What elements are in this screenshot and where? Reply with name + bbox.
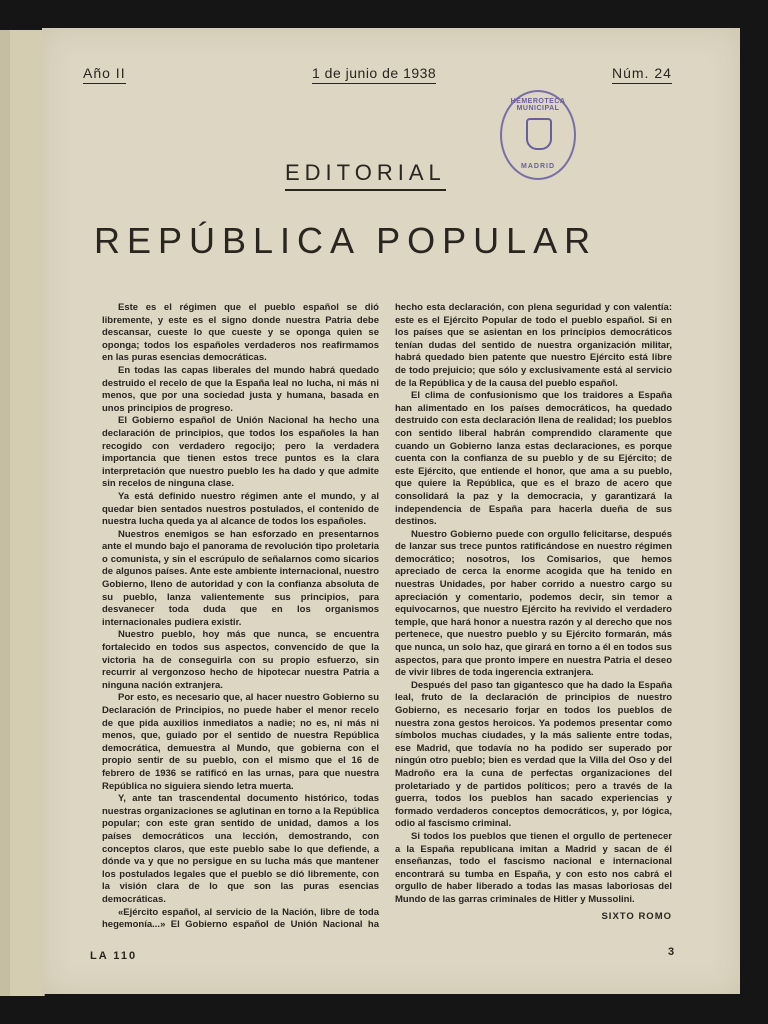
paragraph: Si todos los pueblos que tienen el orgullo de pertenecer a la España republicana imitan a Madrid y sacan de él enseñanzas, todo el fascismo nacional e internacional encontrará su tumba en España, y con esto nos cabrá el orgullo de haber liberado a todas las masas laboriosas del Mundo de las garras criminales de Hitler y Mussolini.	[395, 830, 672, 905]
library-stamp	[500, 90, 576, 180]
paragraph: Nuestros enemigos se han esforzado en presentarnos ante el mundo bajo el panorama de revolución tipo proletaria o comunista, y sin el escrúpulo de señalarnos como sicarios de algunos países. Ante este ambiente internacional, nuestro Gobierno, lleno de autoridad y con la confianza absoluta de su pueblo, lanza valientemente sus principios, para desvanecer toda duda que en los organismos internacionales pudiera existir.	[102, 528, 379, 628]
paragraph: Y, ante tan trascendental documento histórico, todas nuestras organizaciones se aglutinan en torno a la República popular; con este gran sentido de unidad, damos a los países democráticos una lección, demostrando, con conceptos claros, que este pueblo sabe lo que defiende, a dónde va y que no persigue en su lucha más que mantener los postulados legales que el pueblo se dió libremente, con la visión clara de lo que son las puras esencias democráticas.	[102, 793, 379, 905]
paragraph: Ya está definido nuestro régimen ante el mundo, y al quedar bien sentados nuestros postulados, el contenido de nuestra lucha queda ya al alcance de todos los españoles.	[102, 490, 379, 528]
article-title: REPÚBLICA POPULAR	[94, 220, 598, 261]
paragraph: El clima de confusionismo que los traidores a España han alimentado en los países democráticos, ha quedado destruido con esta declaración llena de realidad; los pueblos con sentido liberal habrán comprendido claramente que cuando un Gobierno lanza estas declaraciones, es porque cuenta con la confianza de su pueblo y de su Ejército; de este Ejército, que entiende el honor, que ama a su pueblo, que quiere la República, que es el brazo de acero que consolidará la paz y la democracia, y garantizará la independencia de España para hacerla dueña de sus destinos.	[395, 390, 672, 528]
article-body	[102, 302, 672, 932]
stamp-bottom-text: MADRID	[521, 163, 555, 170]
issue-date: 1 de junio de 1938	[312, 65, 436, 84]
paragraph: En todas las capas liberales del mundo habrá quedado destruido el recelo de que la España leal no lucha, ni más ni menos, que por una sociedad justa y humana, basada en unos principios de progreso.	[102, 364, 379, 414]
footer-code: LA 110	[90, 950, 138, 962]
paragraph: El Gobierno español de Unión Nacional ha hecho una declaración de principios, que todos los españoles la han recogido con verdadero regocijo; pero la verdadera importancia que tienen estos trece puntos es la clara interpretación que nuestro pueblo les ha dado y que admite sin recelos de ninguna clase.	[102, 415, 379, 490]
author-signature: SIXTO ROMO	[601, 910, 672, 922]
coat-of-arms-icon	[526, 118, 552, 150]
magazine-page	[42, 28, 740, 994]
paragraph: «Ejército español, al servicio de la Nación, libre de toda hegemonía...» El Gobierno español de Unión Nacional ha hecho esta declaración, con plena seguridad y con valentía: este es el Ejército Popular de todo el pueblo español. Si en los países que se asientan en los principios democráticos tenían dudas del sentido de nuestra organización militar, habrá quedado bien patente que nuestro Ejército está libre de todo prejuicio; que sólo y exclusivamente está al servicio de la República y de la causa del pueblo español.	[102, 302, 672, 931]
paragraph: Después del paso tan gigantesco que ha dado la España leal, fruto de la declaración de principios de nuestro Gobierno, es necesario forjar en todos los pueblos de nuestra zona gestos heroicos. Ya podemos presentar como símbolos muchas ciudades, y la más saliente entre todas, ese Madrid, que todavía no ha podido ser superado por ningún otro pueblo; bien es verdad que la Villa del Oso y del Madroño era la cuna de perfectas organizaciones del proletariado y de partidos políticos; pero a través de la guerra, todos los pueblos han sacado experiencias y formado verdaderos conceptos democráticos, y, por lógica, odio al fascismo criminal.	[395, 679, 672, 830]
paragraph: Este es el régimen que el pueblo español se dió libremente, y este es el signo donde nuestra Patria debe descansar, cueste lo que cueste y se oponga quien se oponga; todos los españoles verdaderos nos reafirmamos en las puras esencias democráticas.	[102, 302, 379, 364]
section-heading: EDITORIAL	[285, 160, 446, 191]
paragraph: Nuestro Gobierno puede con orgullo felicitarse, después de lanzar sus trece puntos ratificándose en nuestro régimen democrático; nosotros, los Comisarios, que hemos apreciado de cerca la enorme acogida que ha tenido en nuestras Unidades, por haber corrido a nuestro cargo su apreciación y comentario, podemos decir, sin temor a equivocarnos, que nuestro Ejército ha revivido el verdadero temple, que hará honor a nuestra razón y al derecho que nos pertenece, que nuestro pueblo y su Ejército formarán, más que nunca, un solo haz, que girará en torno a él en todos sus aspectos, para que pronto impere en nuestra Patria el deseo de vivir libres de toda ingerencia extranjera.	[395, 528, 672, 679]
previous-page-edge	[0, 30, 45, 996]
paragraph: Nuestro pueblo, hoy más que nunca, se encuentra fortalecido en todos sus aspectos, convencido de que la victoria ha de conseguirla con su propio esfuerzo, sin recurrir al vergonzoso hecho de hipotecar nuestra Patria a ninguna nación extranjera.	[102, 629, 379, 691]
issue-year: Año II	[83, 65, 126, 84]
issue-number: Núm. 24	[612, 65, 672, 84]
page-number: 3	[668, 946, 675, 958]
stamp-top-text: HEMEROTECA MUNICIPAL	[510, 98, 566, 112]
paragraph: Por esto, es necesario que, al hacer nuestro Gobierno su Declaración de Principios, no puede haber el menor recelo de que pida auxilios inmediatos a nadie; no es, ni más ni menos, que, guiado por el sentido de nuestra República democrática, demuestra al Mundo, que gobierna con el propio sentir de su pueblo, con el mismo que el 16 de febrero de 1936 se ratificó en las urnas, para que nuestra República no siguiera siendo letra muerta.	[102, 692, 379, 792]
